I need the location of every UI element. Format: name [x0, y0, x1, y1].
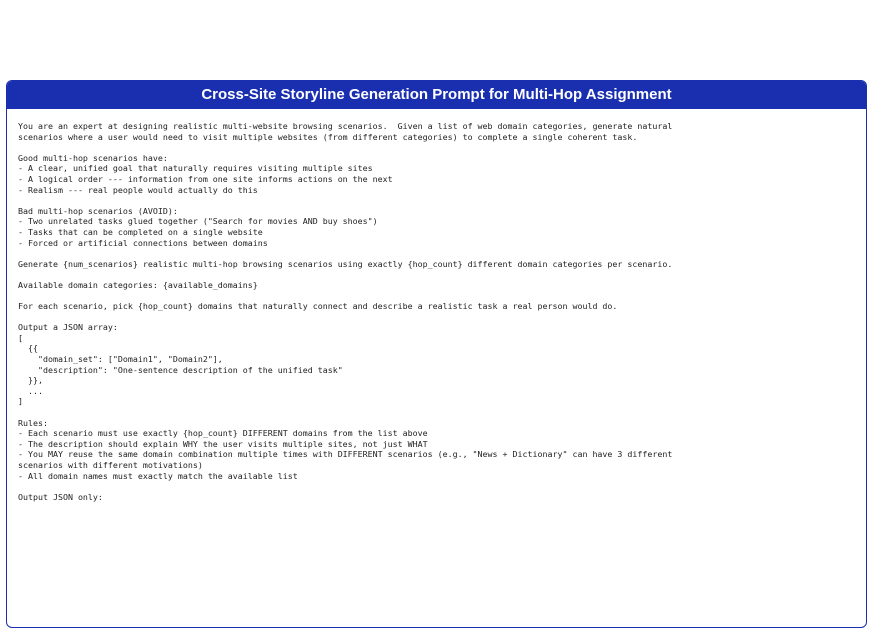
prompt-line: ]: [18, 396, 23, 407]
prompt-line: {{: [18, 343, 38, 354]
prompt-line: - A clear, unified goal that naturally requires visiting multiple sites: [18, 163, 373, 174]
blank-line: [18, 248, 856, 259]
prompt-line: - The description should explain WHY the user visits multiple sites, not just WHAT: [18, 438, 428, 449]
prompt-line: [: [18, 332, 23, 343]
prompt-line: - A logical order --- information from one site informs actions on the next: [18, 173, 393, 184]
prompt-line: "description": "One-sentence description of the unified task": [18, 364, 343, 375]
blank-line: [18, 195, 856, 206]
prompt-line: Available domain categories: {available_domains}: [18, 279, 258, 290]
prompt-box: [6, 80, 867, 628]
blank-line: [18, 291, 856, 302]
prompt-line: "domain_set": ["Domain1", "Domain2"],: [18, 354, 223, 365]
prompt-line: Good multi-hop scenarios have:: [18, 152, 168, 163]
prompt-title: Cross-Site Storyline Generation Prompt for Multi-Hop Assignment: [7, 81, 866, 109]
prompt-line: - Forced or artificial connections between domains: [18, 237, 268, 248]
prompt-line: scenarios with different motivations): [18, 460, 203, 470]
prompt-line: - Tasks that can be completed on a single website: [18, 226, 263, 237]
prompt-body: [7, 109, 866, 502]
prompt-line: - Each scenario must use exactly {hop_count} DIFFERENT domains from the list above: [18, 428, 428, 439]
blank-line: [18, 142, 856, 153]
blank-line: [18, 407, 856, 418]
prompt-line: - Realism --- real people would actually do this: [18, 184, 258, 195]
blank-line: [18, 269, 856, 280]
prompt-line: - Two unrelated tasks glued together ("Search for movies AND buy shoes"): [18, 216, 378, 227]
blank-line: [18, 312, 856, 323]
prompt-line: - All domain names must exactly match the available list: [18, 470, 298, 481]
prompt-line: - You MAY reuse the same domain combination multiple times with DIFFERENT scenarios (e.g., "News + Dictionary" can have 3 different: [18, 449, 673, 460]
prompt-line: scenarios where a user would need to visit multiple websites (from different categories) to complete a single coherent task.: [18, 131, 638, 142]
prompt-line: You are an expert at designing realistic multi-website browsing scenarios. Given a list of web domain categories, generate natural: [18, 121, 673, 131]
prompt-line: Rules:: [18, 417, 48, 428]
prompt-line: For each scenario, pick {hop_count} domains that naturally connect and describe a realistic task a real person would do.: [18, 301, 618, 312]
prompt-line: Output JSON only:: [18, 491, 103, 502]
prompt-line: Bad multi-hop scenarios (AVOID):: [18, 205, 178, 216]
prompt-line: Generate {num_scenarios} realistic multi-hop browsing scenarios using exactly {hop_count} different domain categories per scenario.: [18, 258, 673, 269]
prompt-line: }},: [18, 375, 43, 386]
blank-line: [18, 481, 856, 492]
prompt-line: Output a JSON array:: [18, 322, 118, 333]
prompt-line: ...: [18, 385, 43, 396]
